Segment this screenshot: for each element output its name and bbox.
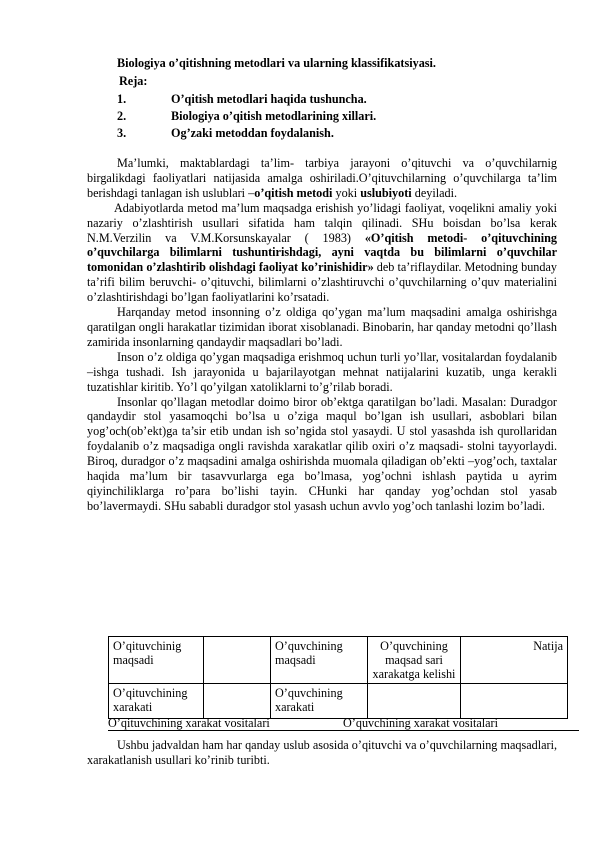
table-cell: Natija [461,637,568,684]
paragraph-2-text: Adabiyotlarda metod ma’lum maqsadga erishish yo’lidagi faoliyat, voqelikni amaliy yoki nazariy o’zlashtirish usullari sifatida ham talqin qilinadi. SHu boisdan bo’lsa kerak N.M.Verzilin va V.M.Korsunskayalar ( 1983) [87,200,557,245]
table-cell [204,684,271,719]
body-text-top [87,156,557,514]
paragraph-5: Insonlar qo’llagan metodlar doimo biror ob’ektga qaratilgan bo’ladi. Masalan: Duradgor qandaydir stol yasamoqchi bo’lsa u o’ziga maqul bo’lgan ish usullari, asboblari bilan yog’och(ob’ekt)ga ta’sir etib undan ish so’ngida stol yasaydi. U stol yasashda ish qurollaridan foydalanib o’z maqsadiga ongli ravishda xarakatlar qilib oxiri o’z maqsadi- stolni tayyorlaydi. Biroq, duradgor o’z maqsadini amalga oshirishda muomala qiladigan ob’ekti –yog’och, taxtalar haqida ma’lum bir tasavvurlarga ega bo’lmasa, yog’ochni ishlash paytida u ayrim qiyinchiliklarga ro’para bo’lishi tayin. CHunki har qanday yog’ochdan stol yasab bo’lavermaydi. SHu sababli duradgor stol yasash uchun avvlo yog’och tanlashi lozim bo’ladi. [87,394,557,513]
table-row [109,637,568,684]
paragraph-1 [87,156,557,201]
paragraph-1-text: deyiladi. [411,185,458,200]
goals-table [108,636,568,719]
plan-item-number: 3. [117,126,127,140]
table-cell: O’quvchining maqsadi [271,637,368,684]
plan-item-number: 2. [117,109,127,123]
paragraph-2 [87,201,557,305]
paragraph-4: Inson o’z oldiga qo’ygan maqsadiga erishmoq uchun turli yo’llar, vositalardan foydalanib –ishga tushadi. Ish jarayonida u bajarilayotgan mehnat natijalarini kuzatib, unga kerakli tuzatishlar kiritib. Yo’l qo’yilgan xatoliklarni to’g’rilab boradi. [87,349,557,394]
method-definition-quote: «O’qitish metodi- o’qituvchining o’quvchilarga bilimlarni tushuntirishdagi, ayni vaqtda bu bilimlarni o’quvchilar tomonidan o’zlashtirib olishdagi faoliyat ko’rinishidir» [87,230,557,275]
paragraph-1-text: yoki [332,185,361,200]
plan-item-text: Og’zaki metoddan foydalanish. [171,126,334,140]
plan-item-text: O’qitish metodlari haqida tushuncha. [171,92,367,106]
table-cell: O’quvchining maqsad sari xarakatga kelishi [368,637,461,684]
table-cell [461,684,568,719]
plan-item-number: 1. [117,92,127,106]
page-title: Biologiya o’qitishning metodlari va ularning klassifikatsiyasi. [117,56,436,70]
table-cell: O’qituvchinig maqsadi [109,637,204,684]
table-row [109,684,568,719]
teacher-means-label: O’qituvchining xarakat vositalari [108,716,270,730]
paragraph-2-text: deb ta’riflaydilar. Metodning bunday ta’rifi bilim beruvchi- o’qituvchi, bilimlarni o’zlashtiruvchi o’quvchilarning o’quv materialini o’zlashtirishdagi bo’lgan faoliyatlarini ko’rsatadi. [87,260,557,305]
body-text-bottom [87,738,557,768]
plan-item-text: Biologiya o’qitish metodlarining xillari. [171,109,377,123]
paragraph-6: Ushbu jadvaldan ham har qanday uslub asosida o’qituvchi va o’quvchilarning maqsadlari, xarakatlanish usullari ko’rinib turibti. [87,738,557,767]
paragraph-1-text: Ma’lumki, maktablardagi ta’lim- tarbiya jarayoni o’qituvchi va o’quvchilarnig birgalikdagi faoliyatlari natijasida amalga oshiriladi.O’qituvchilarning o’quvchilarga ta’lim berishdagi tanlagan ish uslublari – [87,156,557,200]
table-cell [204,637,271,684]
term-methodology: uslubiyoti [360,185,412,200]
paragraph-3: Harqanday metod insonning o’z oldiga qo’ygan ma’lum maqsadini amalga oshirishga qaratilgan ongli harakatlar tizimidan iborat xisoblanadi. Binobarin, har qanday metodni qo’llash zamirida insonlarning qandaydir maqsadlari bo’ladi. [87,305,557,349]
table-cell: O’qituvchining xarakati [109,684,204,719]
table-cell: O’quvchining xarakati [271,684,368,719]
student-means-label: O’quvchining xarakat vositalari [343,716,499,730]
table-cell [368,684,461,719]
divider-line [108,730,579,731]
term-teaching-method: o’qitish metodi [254,185,333,200]
plan-label: Reja: [119,74,148,88]
